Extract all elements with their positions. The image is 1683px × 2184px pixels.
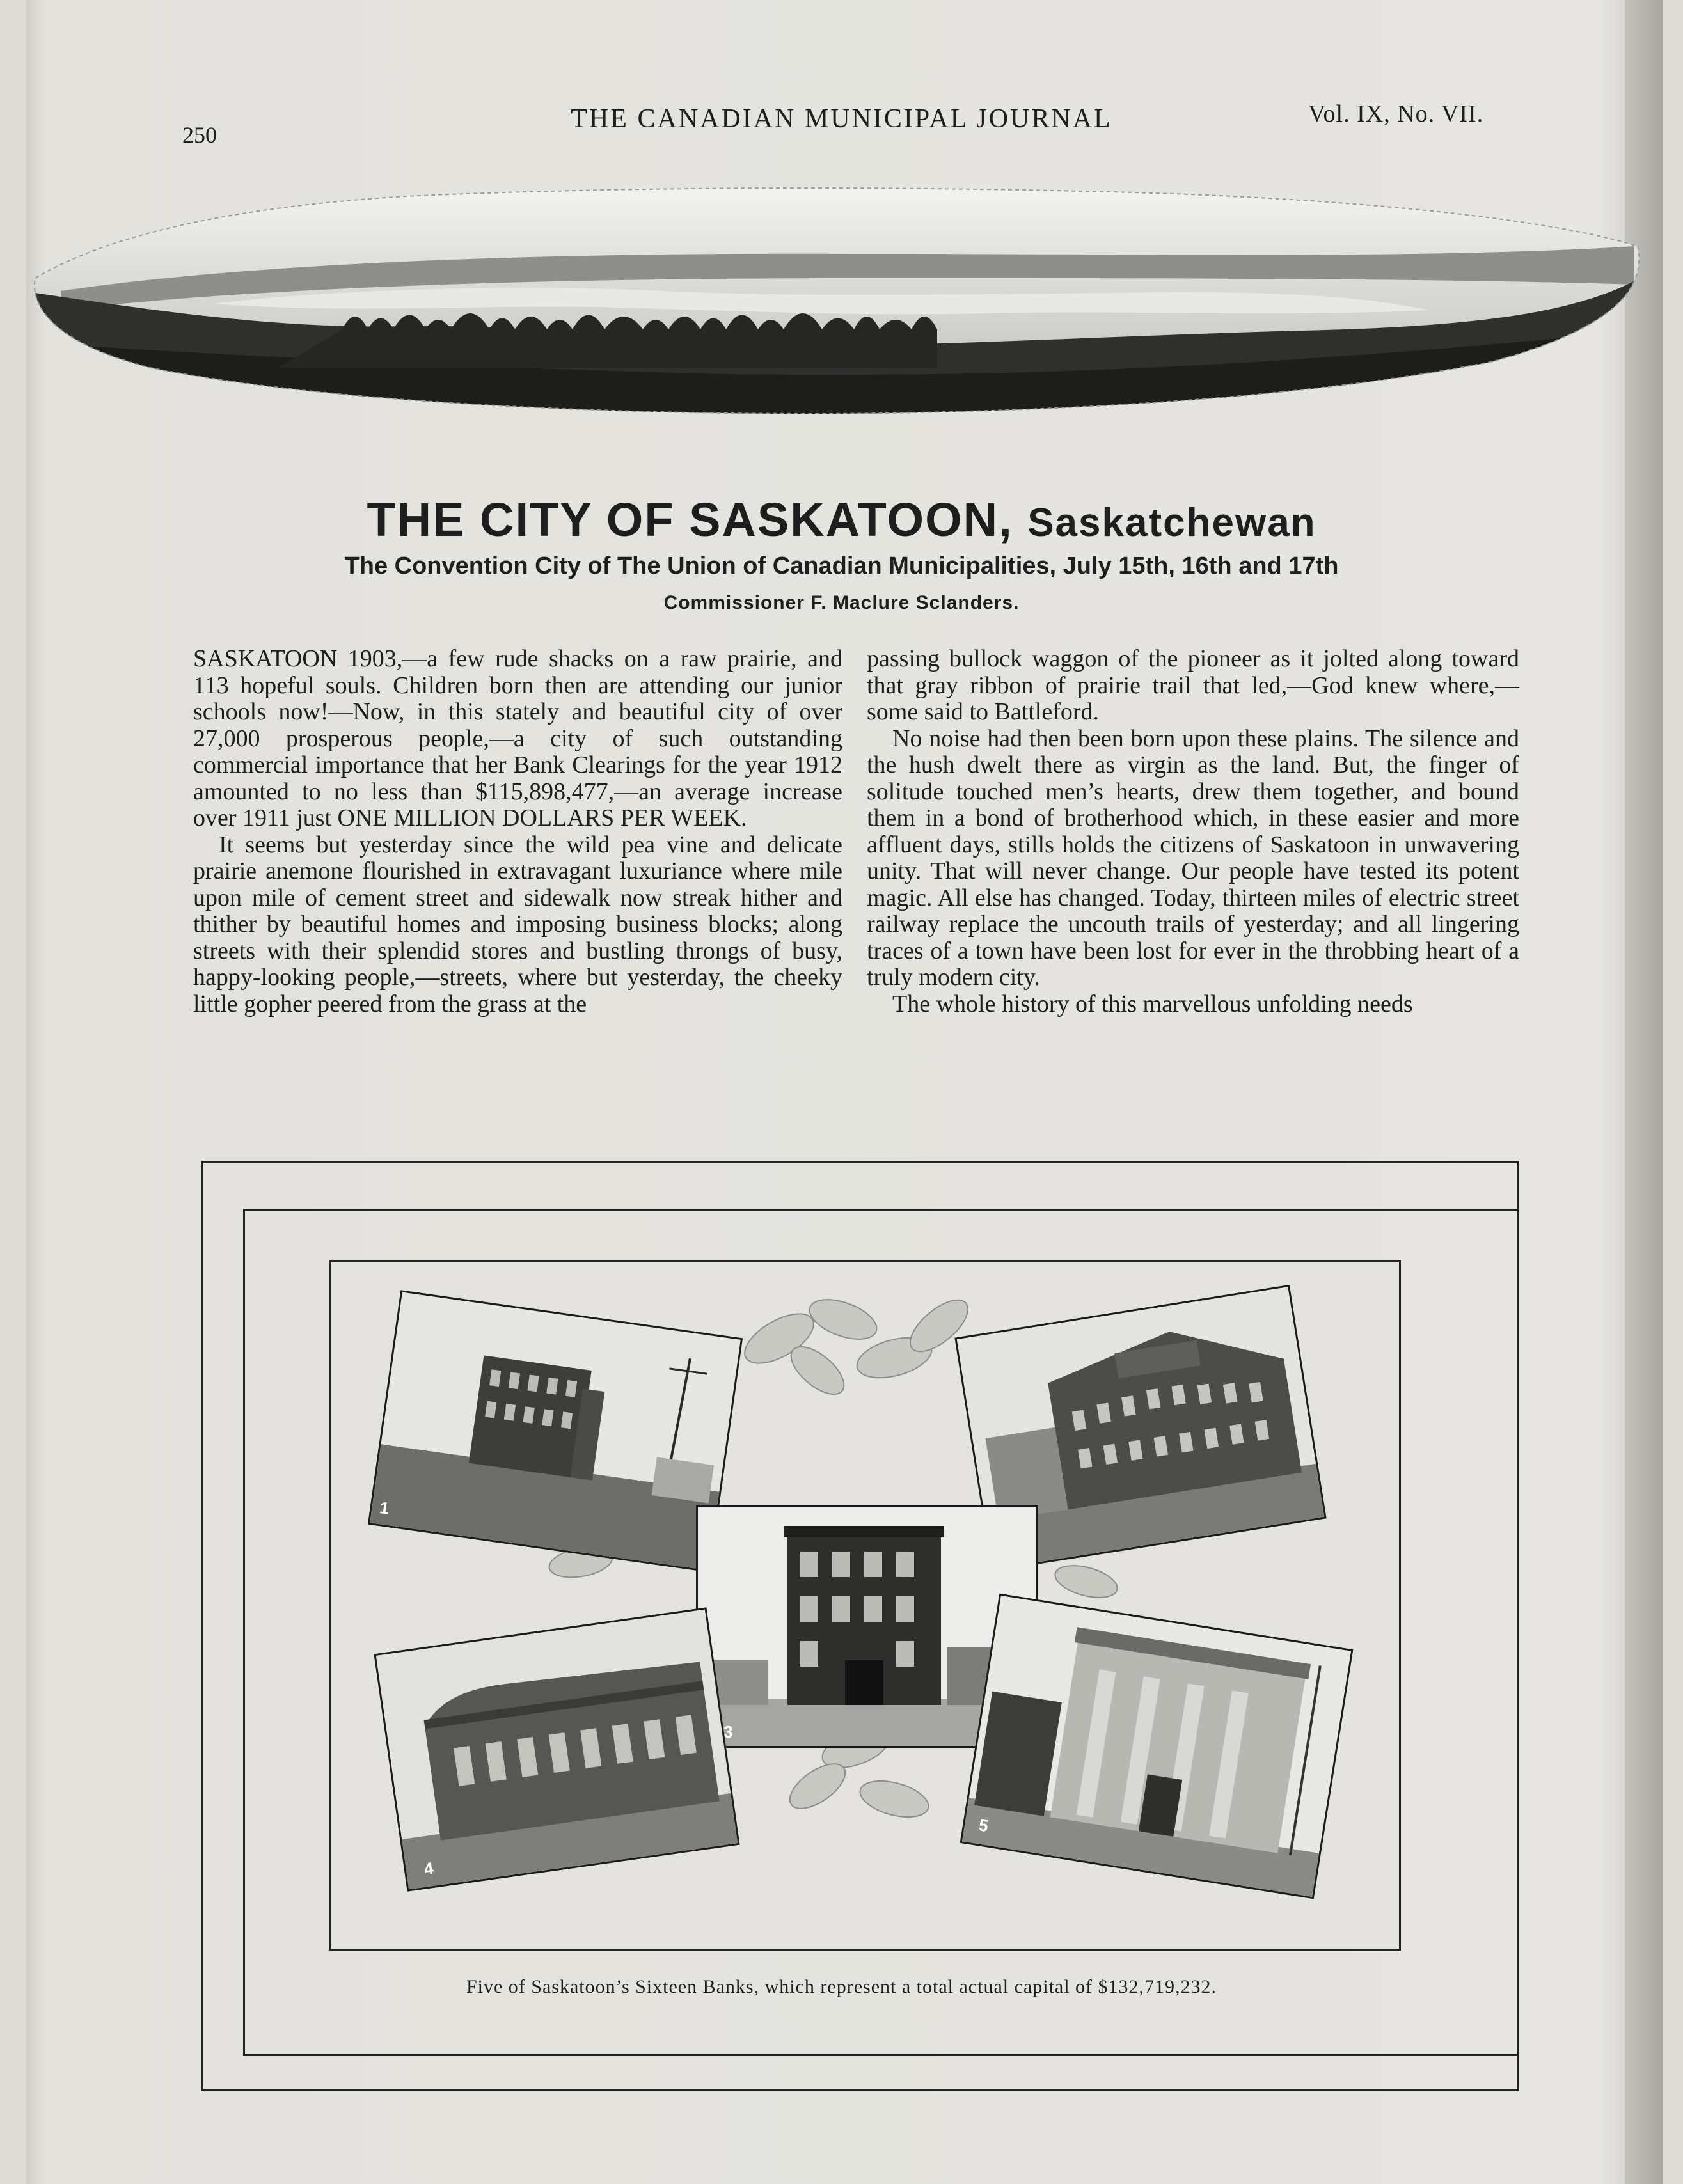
photo-label-4: 4 — [422, 1858, 435, 1879]
photo-label-1: 1 — [378, 1498, 391, 1518]
journal-title: THE CANADIAN MUNICIPAL JOURNAL — [571, 104, 1112, 134]
bank-photo-4 — [374, 1607, 739, 1891]
paragraph: The whole history of this marvellous unfolding needs — [892, 990, 1413, 1017]
article-title-province: Saskatchewan — [1027, 501, 1316, 545]
paragraph: It seems but yesterday since the wild pea vine and delicate prairie anemone flourished in extravagant luxuriance where mile upon mile of cement street and sidewalk now streak hither and thither by beautiful homes and imposing business blocks; along streets with their splendid stores and bustling throngs of busy, happy-looking people,—streets, where but yesterday, the cheeky little gopher peered from the grass at the — [193, 831, 842, 1017]
article-title-block — [0, 492, 1683, 614]
paragraph: No noise had then been born upon these plains. The silence and the hush dwelt there as virgin as the land. But, the finger of solitude touched men’s hearts, drew them together, and bound them in a bond of brotherhood which, in these easier and more affluent days, stills holds the citizens of Saskatoon in unwavering unity. That will never change. Our people have tested its potent magic. All else has changed. Today, thirteen miles of electric street railway replace the uncouth trails of yesterday; and all lingering traces of a town have been lost for ever in the throbbing heart of a truly modern city. — [867, 725, 1519, 991]
figure-caption: Five of Saskatoon’s Sixteen Banks, which represent a total actual capital of $132,719,232. — [466, 1976, 1217, 1997]
paragraph: passing bullock waggon of the pioneer as it jolted along toward that gray ribbon of prairie trail that led,—God knew where,—some said to Battleford. — [867, 645, 1519, 725]
article-left-column — [193, 646, 842, 1017]
running-header — [0, 96, 1683, 147]
photo-label-5: 5 — [977, 1815, 990, 1836]
article-byline: Commissioner F. Maclure Sclanders. — [663, 592, 1020, 613]
bank-photo-plate — [329, 1260, 1401, 1951]
article-title — [0, 492, 1683, 550]
article-right-column — [867, 646, 1519, 1017]
article-subtitle: The Convention City of The Union of Canadian Municipalities, July 15th, 16th and 17th — [344, 553, 1339, 579]
page-number: 250 — [182, 122, 217, 148]
photo-label-3: 3 — [723, 1722, 733, 1741]
bank-photo-1 — [368, 1290, 743, 1573]
paragraph: SASKATOON 1903,—a few rude shacks on a raw prairie, and 113 hopeful souls. Children born then are attending our junior schools now!—Now, in this stately and beautiful city of over 27,000 prosperous people,—a city of such outstanding commercial importance that her Bank Clearings for the year 1912 amounted to no less than $115,898,477,—an average increase over 1911 just ONE MILLION DOLLARS PER WEEK. — [193, 645, 842, 831]
saskatoon-panorama-photo — [22, 182, 1650, 419]
volume-number: Vol. IX, No. VII. — [1308, 100, 1484, 127]
article-title-main: THE CITY OF SASKATOON, — [367, 493, 1028, 546]
